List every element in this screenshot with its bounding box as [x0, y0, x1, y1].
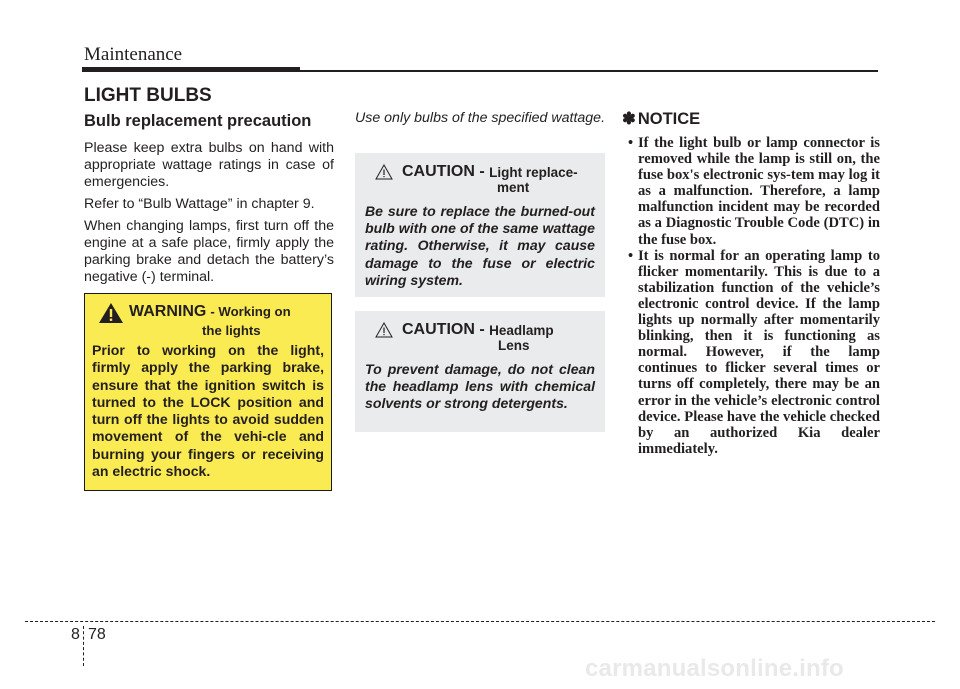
- notice-item: [622, 135, 880, 248]
- caution-box-light-replacement: [355, 153, 605, 297]
- warning-topic: - Working on: [210, 304, 291, 319]
- section-title: LIGHT BULBS: [84, 85, 212, 106]
- caution-label: CAUTION -: [402, 321, 485, 338]
- precaution-paragraph: Please keep extra bulbs on hand with appropriate wattage ratings in case of emergencies.: [84, 140, 334, 190]
- caution-header: [375, 163, 595, 181]
- notice-column: [622, 109, 880, 457]
- caution-topic: Light replace-: [489, 165, 578, 180]
- warning-label: WARNING: [129, 303, 207, 320]
- notice-heading: [622, 109, 880, 129]
- warning-box: [84, 293, 332, 491]
- notice-star-icon: ✽: [622, 110, 636, 128]
- notice-item-text: It is normal for an operating lamp to flicker momentarily. This is due to a stabilization function of the vehicle’s electronic control device. If the lamp lights up normally after momentarily blinking, then it is functioning as normal. However, if the lamp continues to flicker several times or turns off completely, there may be an error in the vehicle’s electronic control device. Please have the vehicle checked by an authorized Kia dealer immediately.: [638, 247, 880, 457]
- warning-header: [98, 302, 324, 324]
- precaution-heading: Bulb replacement precaution: [84, 112, 312, 130]
- caution-topic-continued: ment: [497, 180, 530, 195]
- notice-item: [622, 248, 880, 457]
- warning-body: Prior to working on the light, firmly apply the parking brake, ensure that the ignition switch is turned to the LOCK position and turn off the lights to avoid sudden movement of the vehi-cle and burning your fingers or receiving an electric shock.: [92, 342, 324, 480]
- caution-header: [375, 321, 595, 339]
- page-number: 78: [88, 626, 106, 643]
- caution-body: To prevent damage, do not clean the headlamp lens with chemical solvents or strong detergents.: [365, 361, 595, 412]
- precaution-paragraph: Refer to “Bulb Wattage” in chapter 9.: [84, 196, 315, 212]
- precaution-column: [84, 112, 334, 291]
- caution-topic: Headlamp: [489, 323, 554, 338]
- caution-icon: [375, 322, 393, 338]
- header-rule-thin: [300, 70, 878, 72]
- caution-topic-continued: Lens: [498, 338, 530, 353]
- warning-topic-continued: the lights: [202, 323, 261, 338]
- notice-label: NOTICE: [637, 109, 701, 128]
- bulb-usage-note: Use only bulbs of the specified wattage.: [355, 110, 606, 126]
- bullet-icon: •: [628, 247, 634, 264]
- caution-icon: [375, 164, 393, 180]
- precaution-paragraph: When changing lamps, first turn off the engine at a safe place, firmly apply the parking brake and detach the battery’s negative (-) terminal.: [84, 218, 334, 285]
- chapter-number: 8: [71, 626, 80, 643]
- watermark: carmanualsonline.info: [585, 655, 844, 682]
- bullet-icon: •: [628, 135, 634, 151]
- caution-body: Be sure to replace the burned-out bulb with one of the same wattage rating. Otherwise, it may cause damage to the fuse or electric wiring system.: [365, 203, 595, 288]
- footer-divider: [25, 621, 935, 622]
- caution-box-headlamp-lens: [355, 311, 605, 432]
- notice-list: [622, 135, 880, 457]
- notice-item-text: If the light bulb or lamp connector is removed while the lamp is still on, the fuse box's electronic sys-tem may log it as a malfunction. Therefore, a lamp malfunction incident may be recorded as a Diagnostic Trouble Code (DTC) in the fuse box.: [638, 135, 880, 248]
- header-rule-thick: [82, 67, 300, 72]
- warning-icon: [98, 302, 124, 324]
- caution-label: CAUTION -: [402, 163, 485, 180]
- page-header-title: Maintenance: [84, 44, 183, 65]
- footer-separator: [83, 626, 84, 666]
